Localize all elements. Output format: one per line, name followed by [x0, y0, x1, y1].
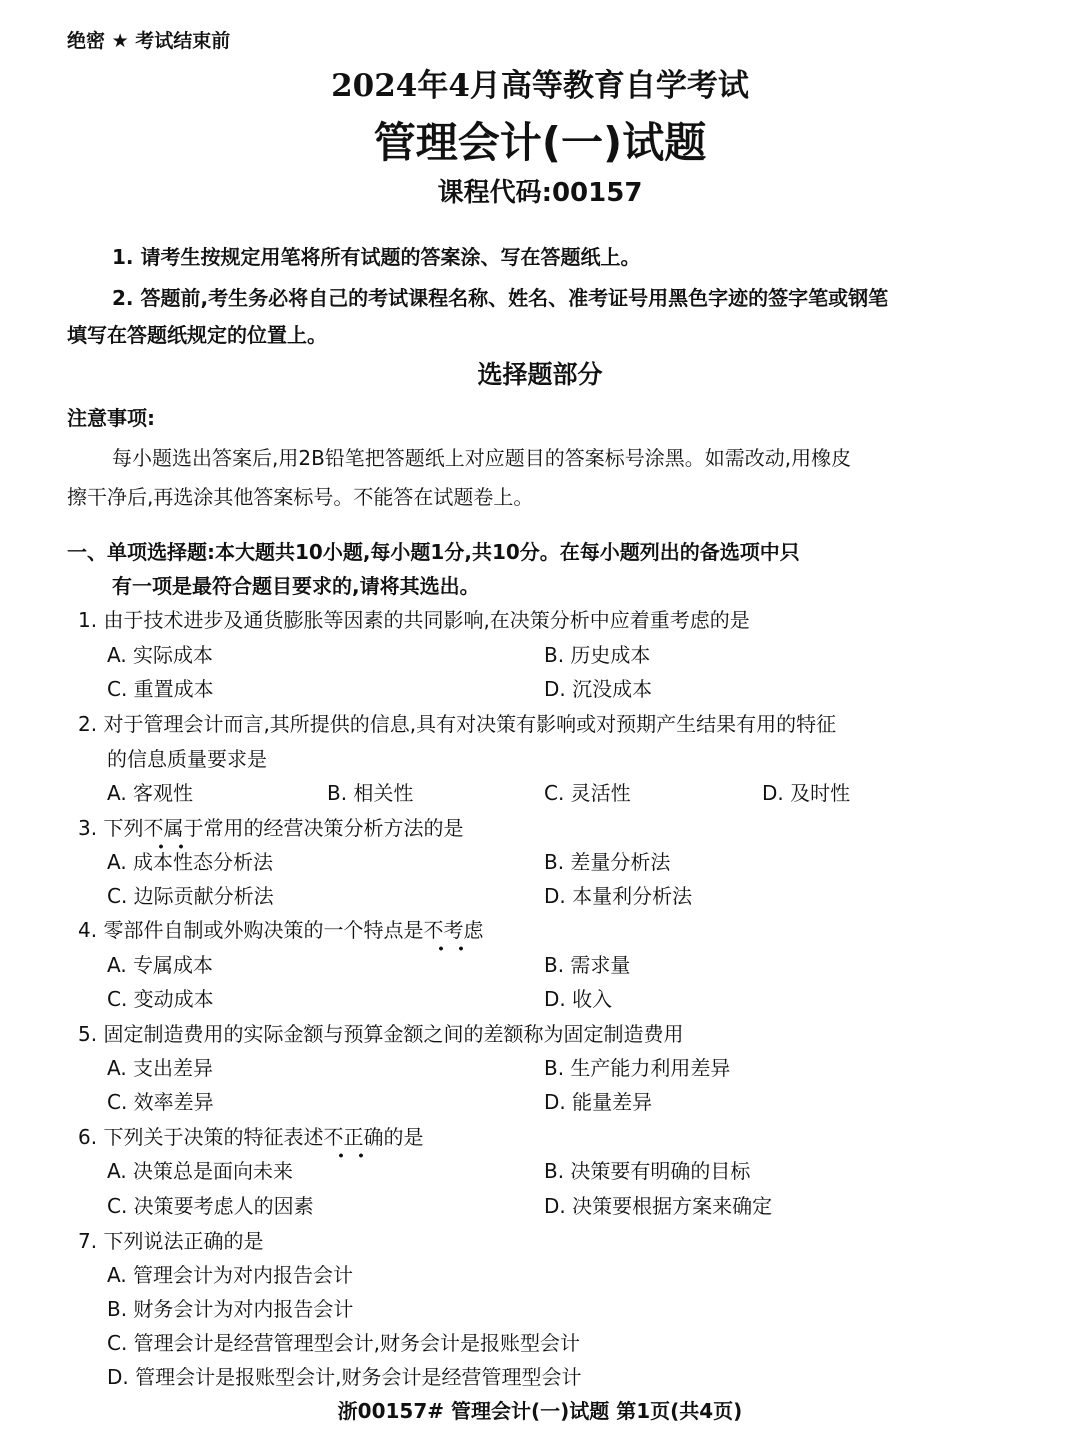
part-heading-line-2: 有一项是最符合题目要求的,请将其选出。	[112, 574, 480, 598]
question-1-option-d: D. 沉没成本	[544, 677, 653, 701]
question-5-option-d: D. 能量差异	[544, 1090, 653, 1114]
question-1-stem: 1. 由于技术进步及通货膨胀等因素的共同影响,在决策分析中应着重考虑的是	[78, 608, 750, 632]
question-7-option-d: D. 管理会计是报账型会计,财务会计是经营管理型会计	[107, 1365, 582, 1389]
course-code: 课程代码:00157	[437, 178, 643, 208]
question-6-option-d: D. 决策要根据方案来确定	[544, 1194, 773, 1218]
part-heading-line-1: 一、单项选择题:本大题共10小题,每小题1分,共10分。在每小题列出的备选项中只	[67, 540, 800, 564]
question-1-option-b: B. 历史成本	[544, 643, 651, 667]
question-6-option-a: A. 决策总是面向未来	[107, 1159, 294, 1183]
section-title: 选择题部分	[477, 360, 603, 389]
subject-title: 管理会计(一)试题	[373, 118, 707, 167]
question-2-option-a: A. 客观性	[107, 781, 194, 805]
question-4-option-c: C. 变动成本	[107, 987, 214, 1011]
question-6-option-c: C. 决策要考虑人的因素	[107, 1194, 314, 1218]
question-4-option-b: B. 需求量	[544, 953, 631, 977]
notes-line-2: 擦干净后,再选涂其他答案标号。不能答在试题卷上。	[67, 485, 534, 509]
instruction-2: 2. 答题前,考生务必将自己的考试课程名称、姓名、准考证号用黑色字迹的签字笔或钢笔	[112, 286, 889, 310]
question-2-option-d: D. 及时性	[762, 781, 851, 805]
emphasis-dots: 不属于	[143, 816, 204, 840]
page-footer: 浙00157# 管理会计(一)试题 第1页(共4页)	[337, 1399, 743, 1423]
question-1-option-c: C. 重置成本	[107, 677, 214, 701]
question-7-stem: 7. 下列说法正确的是	[78, 1229, 264, 1253]
question-4-option-a: A. 专属成本	[107, 953, 214, 977]
notes-heading: 注意事项:	[67, 406, 155, 430]
question-5-option-a: A. 支出差异	[107, 1056, 214, 1080]
instruction-2-cont: 填写在答题纸规定的位置上。	[67, 323, 327, 347]
question-2-option-b: B. 相关性	[327, 781, 414, 805]
exam-title: 2024年4月高等教育自学考试	[331, 68, 749, 104]
question-7-option-b: B. 财务会计为对内报告会计	[107, 1297, 354, 1321]
question-6-option-b: B. 决策要有明确的目标	[544, 1159, 751, 1183]
question-5-option-b: B. 生产能力利用差异	[544, 1056, 731, 1080]
question-5-option-c: C. 效率差异	[107, 1090, 214, 1114]
emphasis-dots: 不考虑	[423, 918, 484, 942]
question-3-option-d: D. 本量利分析法	[544, 884, 693, 908]
question-3-option-a: A. 成本性态分析法	[107, 850, 274, 874]
question-3-option-b: B. 差量分析法	[544, 850, 671, 874]
question-7-option-a: A. 管理会计为对内报告会计	[107, 1263, 354, 1287]
question-4-option-d: D. 收入	[544, 987, 613, 1011]
notes-line-1: 每小题选出答案后,用2B铅笔把答题纸上对应题目的答案标号涂黑。如需改动,用橡皮	[112, 446, 852, 470]
question-3-stem: 3. 下列不属于常用的经营决策分析方法的是	[78, 816, 464, 840]
emphasis-dots: 不正确	[323, 1125, 384, 1149]
question-1-option-a: A. 实际成本	[107, 643, 214, 667]
question-5-stem: 5. 固定制造费用的实际金额与预算金额之间的差额称为固定制造费用	[78, 1022, 684, 1046]
question-2-stem: 2. 对于管理会计而言,其所提供的信息,具有对决策有影响或对预期产生结果有用的特征	[78, 712, 837, 736]
instruction-1: 1. 请考生按规定用笔将所有试题的答案涂、写在答题纸上。	[112, 245, 641, 269]
question-3-option-c: C. 边际贡献分析法	[107, 884, 274, 908]
question-2-stem-cont: 的信息质量要求是	[107, 747, 267, 771]
question-4-stem: 4. 零部件自制或外购决策的一个特点是不考虑	[78, 918, 484, 942]
question-2-option-c: C. 灵活性	[544, 781, 631, 805]
question-6-stem: 6. 下列关于决策的特征表述不正确的是	[78, 1125, 424, 1149]
secret-label: 绝密 ★ 考试结束前	[67, 30, 231, 52]
question-7-option-c: C. 管理会计是经营管理型会计,财务会计是报账型会计	[107, 1331, 581, 1355]
